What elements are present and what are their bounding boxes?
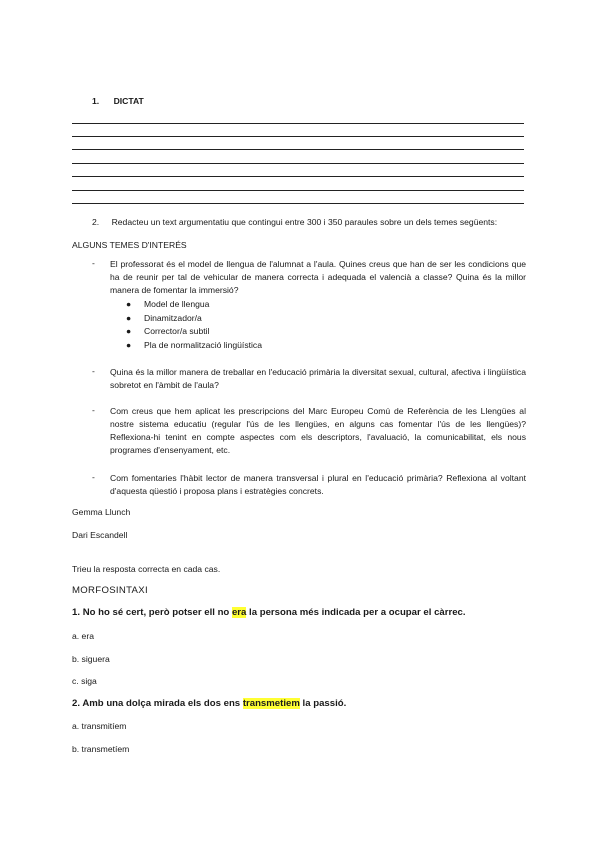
answer-option[interactable]: c. siga — [72, 676, 97, 686]
exercise-instructions: Trieu la resposta correcta en cada cas. — [72, 564, 221, 574]
subitem-row — [126, 312, 202, 325]
bullet-icon: ● — [126, 299, 132, 309]
question-number: 1. — [72, 607, 81, 618]
topic-dash: - — [92, 258, 95, 268]
question-number: 2. — [72, 698, 81, 709]
dictation-line — [72, 123, 524, 124]
topics-heading: ALGUNS TEMES D'INTERÉS — [72, 240, 187, 250]
question-text-after: la persona més indicada per a ocupar el càrrec. — [249, 607, 466, 618]
subitem-label: Pla de normalització lingüística — [144, 340, 262, 350]
topic-1-text: El professorat és el model de llengua de l'alumnat a l'aula. Quines creus que han de ser les condicions que ha de reunir per tal de vehicular de manera correcta i adequada el valencià a classe? Quina és la millor manera de fomentar la immersió? — [110, 259, 526, 295]
section-1-heading — [92, 95, 144, 108]
section-2-number: 2. — [92, 217, 100, 227]
morfosintaxi-heading: MORFOSINTAXI — [72, 585, 148, 596]
section-1-number: 1. — [92, 96, 100, 106]
topic-dash: - — [92, 405, 95, 415]
section-2-heading — [92, 216, 532, 229]
subitem-label: Model de llengua — [144, 299, 210, 309]
dictation-line — [72, 190, 524, 191]
question-1 — [72, 606, 466, 619]
dictation-line — [72, 163, 524, 164]
subitem-row — [126, 298, 209, 311]
dictation-line — [72, 203, 524, 204]
subitem-row — [126, 325, 209, 338]
dictation-line — [72, 149, 524, 150]
topic-2-text: Quina és la millor manera de treballar en l'educació primària la diversitat sexual, cultural, afectiva i lingüística sobretot en l'àmbit de l'aula? — [110, 367, 526, 390]
bullet-icon: ● — [126, 326, 132, 336]
answer-option[interactable]: a. era — [72, 631, 94, 641]
topic-3-text: Com creus que hem aplicat les prescripcions del Marc Europeu Comú de Referència de les Llengües al nostre sistema educatiu (regular l'ús de les llengües, en alguns cas fomentar l'ús de les llengües)? Reflexiona-hi tenint en compte aspectes com els descriptors, l'avaluació, la comunicabilitat, els nous programes d'ensenyament, etc. — [110, 406, 526, 455]
question-text-before: Amb una dolça mirada els dos ens — [82, 698, 241, 709]
answer-option[interactable]: b. transmetíem — [72, 744, 130, 754]
dictation-line — [72, 176, 524, 177]
section-2-instruction: Redacteu un text argumentatiu que contingui entre 300 i 350 paraules sobre un dels temes següents: — [111, 217, 498, 227]
bullet-icon: ● — [126, 313, 132, 323]
answer-option[interactable]: b. siguera — [72, 654, 110, 664]
question-text-after: la passió. — [302, 698, 347, 709]
author-name: Dari Escandell — [72, 530, 128, 540]
section-1-title: DICTAT — [113, 96, 144, 106]
subitem-row — [126, 339, 262, 352]
topic-4-text: Com fomentaries l'hàbit lector de manera transversal i plural en l'educació primària? Reflexiona al voltant d'aquesta qüestió i proposa plans i estratègies concrets. — [110, 473, 526, 496]
topic-dash: - — [92, 472, 95, 482]
dictation-line — [72, 136, 524, 137]
bullet-icon: ● — [126, 340, 132, 350]
question-text-before: No ho sé cert, però potser ell no — [82, 607, 230, 618]
subitem-label: Corrector/a subtil — [144, 326, 210, 336]
question-highlight: transmetiem — [242, 698, 300, 709]
author-name: Gemma Llunch — [72, 507, 131, 517]
topic-dash: - — [92, 366, 95, 376]
answer-option[interactable]: a. transmitíem — [72, 721, 127, 731]
question-2 — [72, 697, 346, 710]
subitem-label: Dinamitzador/a — [144, 313, 202, 323]
question-highlight: era — [231, 607, 247, 618]
